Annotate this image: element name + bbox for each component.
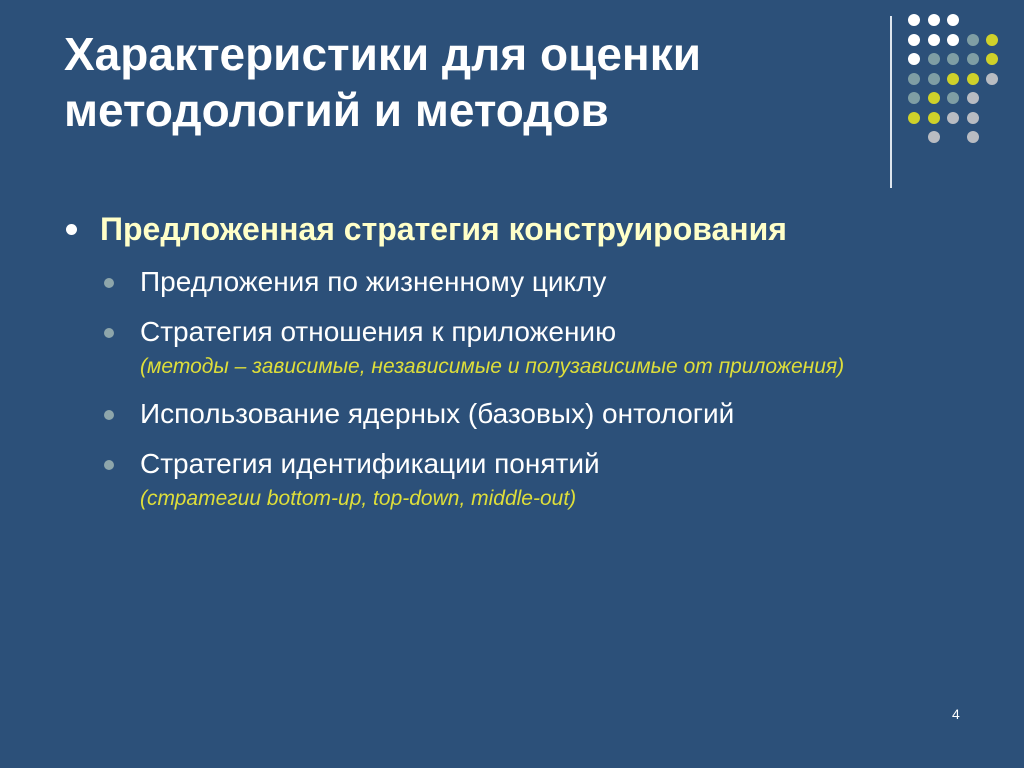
slide-title-line-2: методологий и методов: [64, 84, 609, 136]
decorative-dot: [928, 112, 940, 124]
page-number: 4: [952, 706, 960, 722]
sub-bullet-item: [100, 314, 944, 382]
sub-bullet-text: Использование ядерных (базовых) онтологий: [140, 398, 735, 429]
sub-bullet-dot-icon: [104, 410, 114, 420]
decorative-dot: [986, 53, 998, 65]
sub-bullet-dot-icon: [104, 278, 114, 288]
decorative-dot: [928, 92, 940, 104]
sub-bullet-note: (стратегии bottom-up, top-down, middle-out): [140, 487, 577, 510]
decorative-dot: [928, 53, 940, 65]
decorative-dot: [908, 34, 920, 46]
slide-content: [64, 206, 944, 528]
sub-bullet-dot-icon: [104, 328, 114, 338]
decorative-dot: [967, 112, 979, 124]
decorative-dot: [967, 53, 979, 65]
decorative-dot-grid: [908, 14, 1008, 164]
decorative-dot: [928, 73, 940, 85]
decorative-dot: [947, 73, 959, 85]
vertical-divider: [890, 16, 892, 188]
sub-bullet-list: [64, 264, 944, 514]
decorative-dot: [986, 73, 998, 85]
sub-bullet-text: Предложения по жизненному циклу: [140, 266, 607, 297]
decorative-dot: [986, 34, 998, 46]
slide-title: [64, 26, 864, 138]
decorative-dot: [908, 92, 920, 104]
decorative-dot: [908, 53, 920, 65]
decorative-dot: [947, 112, 959, 124]
decorative-dot: [908, 112, 920, 124]
sub-bullet-dot-icon: [104, 460, 114, 470]
decorative-dot: [967, 131, 979, 143]
main-bullet-dot-icon: [66, 224, 77, 235]
decorative-dot: [908, 14, 920, 26]
sub-bullet-note: (методы – зависимые, независимые и полузависимые от приложения): [140, 355, 845, 378]
main-bullet-item: [64, 206, 944, 252]
sub-bullet-item: [100, 446, 944, 514]
decorative-dot: [947, 53, 959, 65]
decorative-dot: [908, 73, 920, 85]
decorative-dot: [967, 92, 979, 104]
decorative-dot: [928, 34, 940, 46]
decorative-dot: [967, 73, 979, 85]
decorative-dot: [928, 131, 940, 143]
sub-bullet-item: [100, 264, 944, 300]
decorative-dot: [947, 92, 959, 104]
decorative-dot: [967, 34, 979, 46]
decorative-dot: [947, 34, 959, 46]
decorative-dot: [928, 14, 940, 26]
decorative-dot: [947, 14, 959, 26]
sub-bullet-text: Стратегия идентификации понятий: [140, 448, 600, 479]
sub-bullet-text: Стратегия отношения к приложению: [140, 316, 617, 347]
slide-title-line-1: Характеристики для оценки: [64, 28, 702, 80]
sub-bullet-item: [100, 396, 944, 432]
main-bullet-text: Предложенная стратегия конструирования: [100, 211, 787, 247]
